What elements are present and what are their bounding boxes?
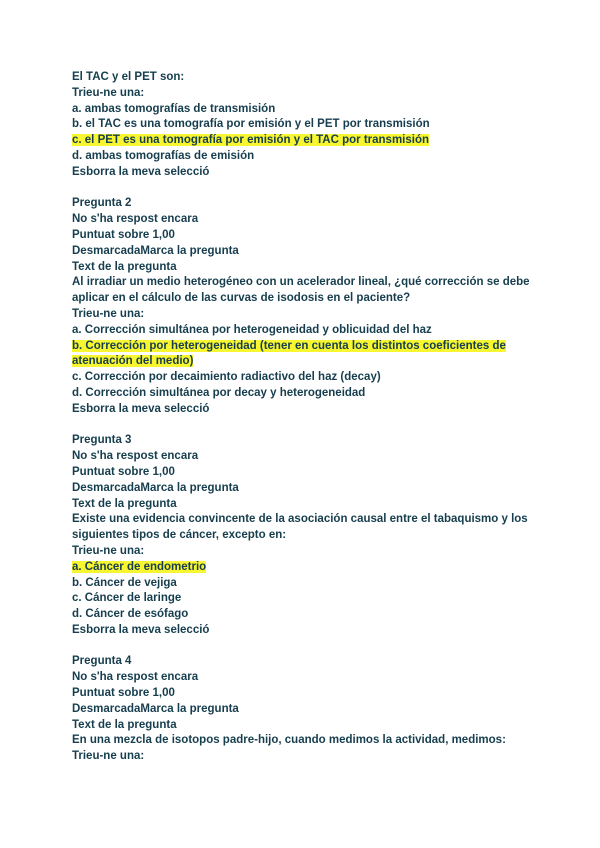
q2-option-a[interactable]: a. Corrección simultánea por heterogeneidad y oblicuidad del haz (72, 323, 432, 336)
q2-option-c[interactable]: c. Corrección por decaimiento radiactivo del haz (decay) (72, 371, 381, 384)
q2-clear-selection[interactable]: Esborra la meva selecció (72, 402, 210, 415)
q3-score: Puntuat sobre 1,00 (72, 465, 175, 478)
spacer (72, 181, 532, 197)
q2-flag-question[interactable]: DesmarcadaMarca la pregunta (72, 244, 239, 257)
q3-text-label: Text de la pregunta (72, 497, 177, 510)
q3-option-a-highlight: a. Cáncer de endometrio (72, 560, 207, 573)
q1-option-d[interactable]: d. ambas tomografías de emisión (72, 149, 255, 162)
q4-score: Puntuat sobre 1,00 (72, 687, 175, 700)
q2-option-d[interactable]: d. Corrección simultánea por decay y heterogeneidad (72, 386, 366, 399)
q3-question-text: Existe una evidencia convincente de la asociación causal entre el tabaquismo y los siguientes tipos de cáncer, excepto en: (72, 513, 528, 542)
q3-option-b[interactable]: b. Cáncer de vejiga (72, 576, 177, 589)
q2-score: Puntuat sobre 1,00 (72, 228, 175, 241)
q2-question-text: Al irradiar un medio heterogéneo con un acelerador lineal, ¿qué corrección se debe aplicar en el cálculo de las curvas de isodosis en el paciente? (72, 276, 530, 305)
q4-flag-question[interactable]: DesmarcadaMarca la pregunta (72, 702, 239, 715)
q4-choose-prompt: Trieu-ne una: (72, 750, 145, 763)
q4-status: No s'ha respost encara (72, 671, 199, 684)
spacer (72, 639, 532, 655)
q2-status: No s'ha respost encara (72, 213, 199, 226)
q3-option-d[interactable]: d. Cáncer de esófago (72, 608, 189, 621)
q2-choose-prompt: Trieu-ne una: (72, 307, 145, 320)
q3-flag-question[interactable]: DesmarcadaMarca la pregunta (72, 481, 239, 494)
q3-title: Pregunta 3 (72, 434, 132, 447)
q2-option-b[interactable] (72, 339, 532, 371)
document-page (72, 70, 532, 765)
q3-option-c[interactable]: c. Cáncer de laringe (72, 592, 182, 605)
q2-title: Pregunta 2 (72, 197, 132, 210)
q1-question-text: El TAC y el PET son: (72, 71, 185, 83)
q4-question-text: En una mezcla de isotopos padre-hijo, cuando medimos la actividad, medimos: (72, 734, 506, 747)
q4-title: Pregunta 4 (72, 655, 132, 668)
q1-choose-prompt: Trieu-ne una: (72, 86, 145, 99)
q3-choose-prompt: Trieu-ne una: (72, 544, 145, 557)
spacer (72, 418, 532, 434)
q1-option-c-highlight: c. el PET es una tomografía por emisión y el TAC por transmisión (72, 134, 429, 147)
q1-clear-selection[interactable]: Esborra la meva selecció (72, 165, 210, 178)
q3-status: No s'ha respost encara (72, 450, 199, 463)
q4-text-label: Text de la pregunta (72, 718, 177, 731)
q1-option-c[interactable] (72, 133, 532, 149)
q3-option-a[interactable] (72, 560, 532, 576)
q2-text-label: Text de la pregunta (72, 260, 177, 273)
q1-option-a[interactable]: a. ambas tomografías de transmisión (72, 102, 276, 115)
q1-option-b[interactable]: b. el TAC es una tomografía por emisión y el PET por transmisión (72, 118, 430, 131)
q3-clear-selection[interactable]: Esborra la meva selecció (72, 623, 210, 636)
q2-option-b-highlight: b. Corrección por heterogeneidad (tener en cuenta los distintos coeficientes de atenuación del medio) (72, 339, 506, 368)
